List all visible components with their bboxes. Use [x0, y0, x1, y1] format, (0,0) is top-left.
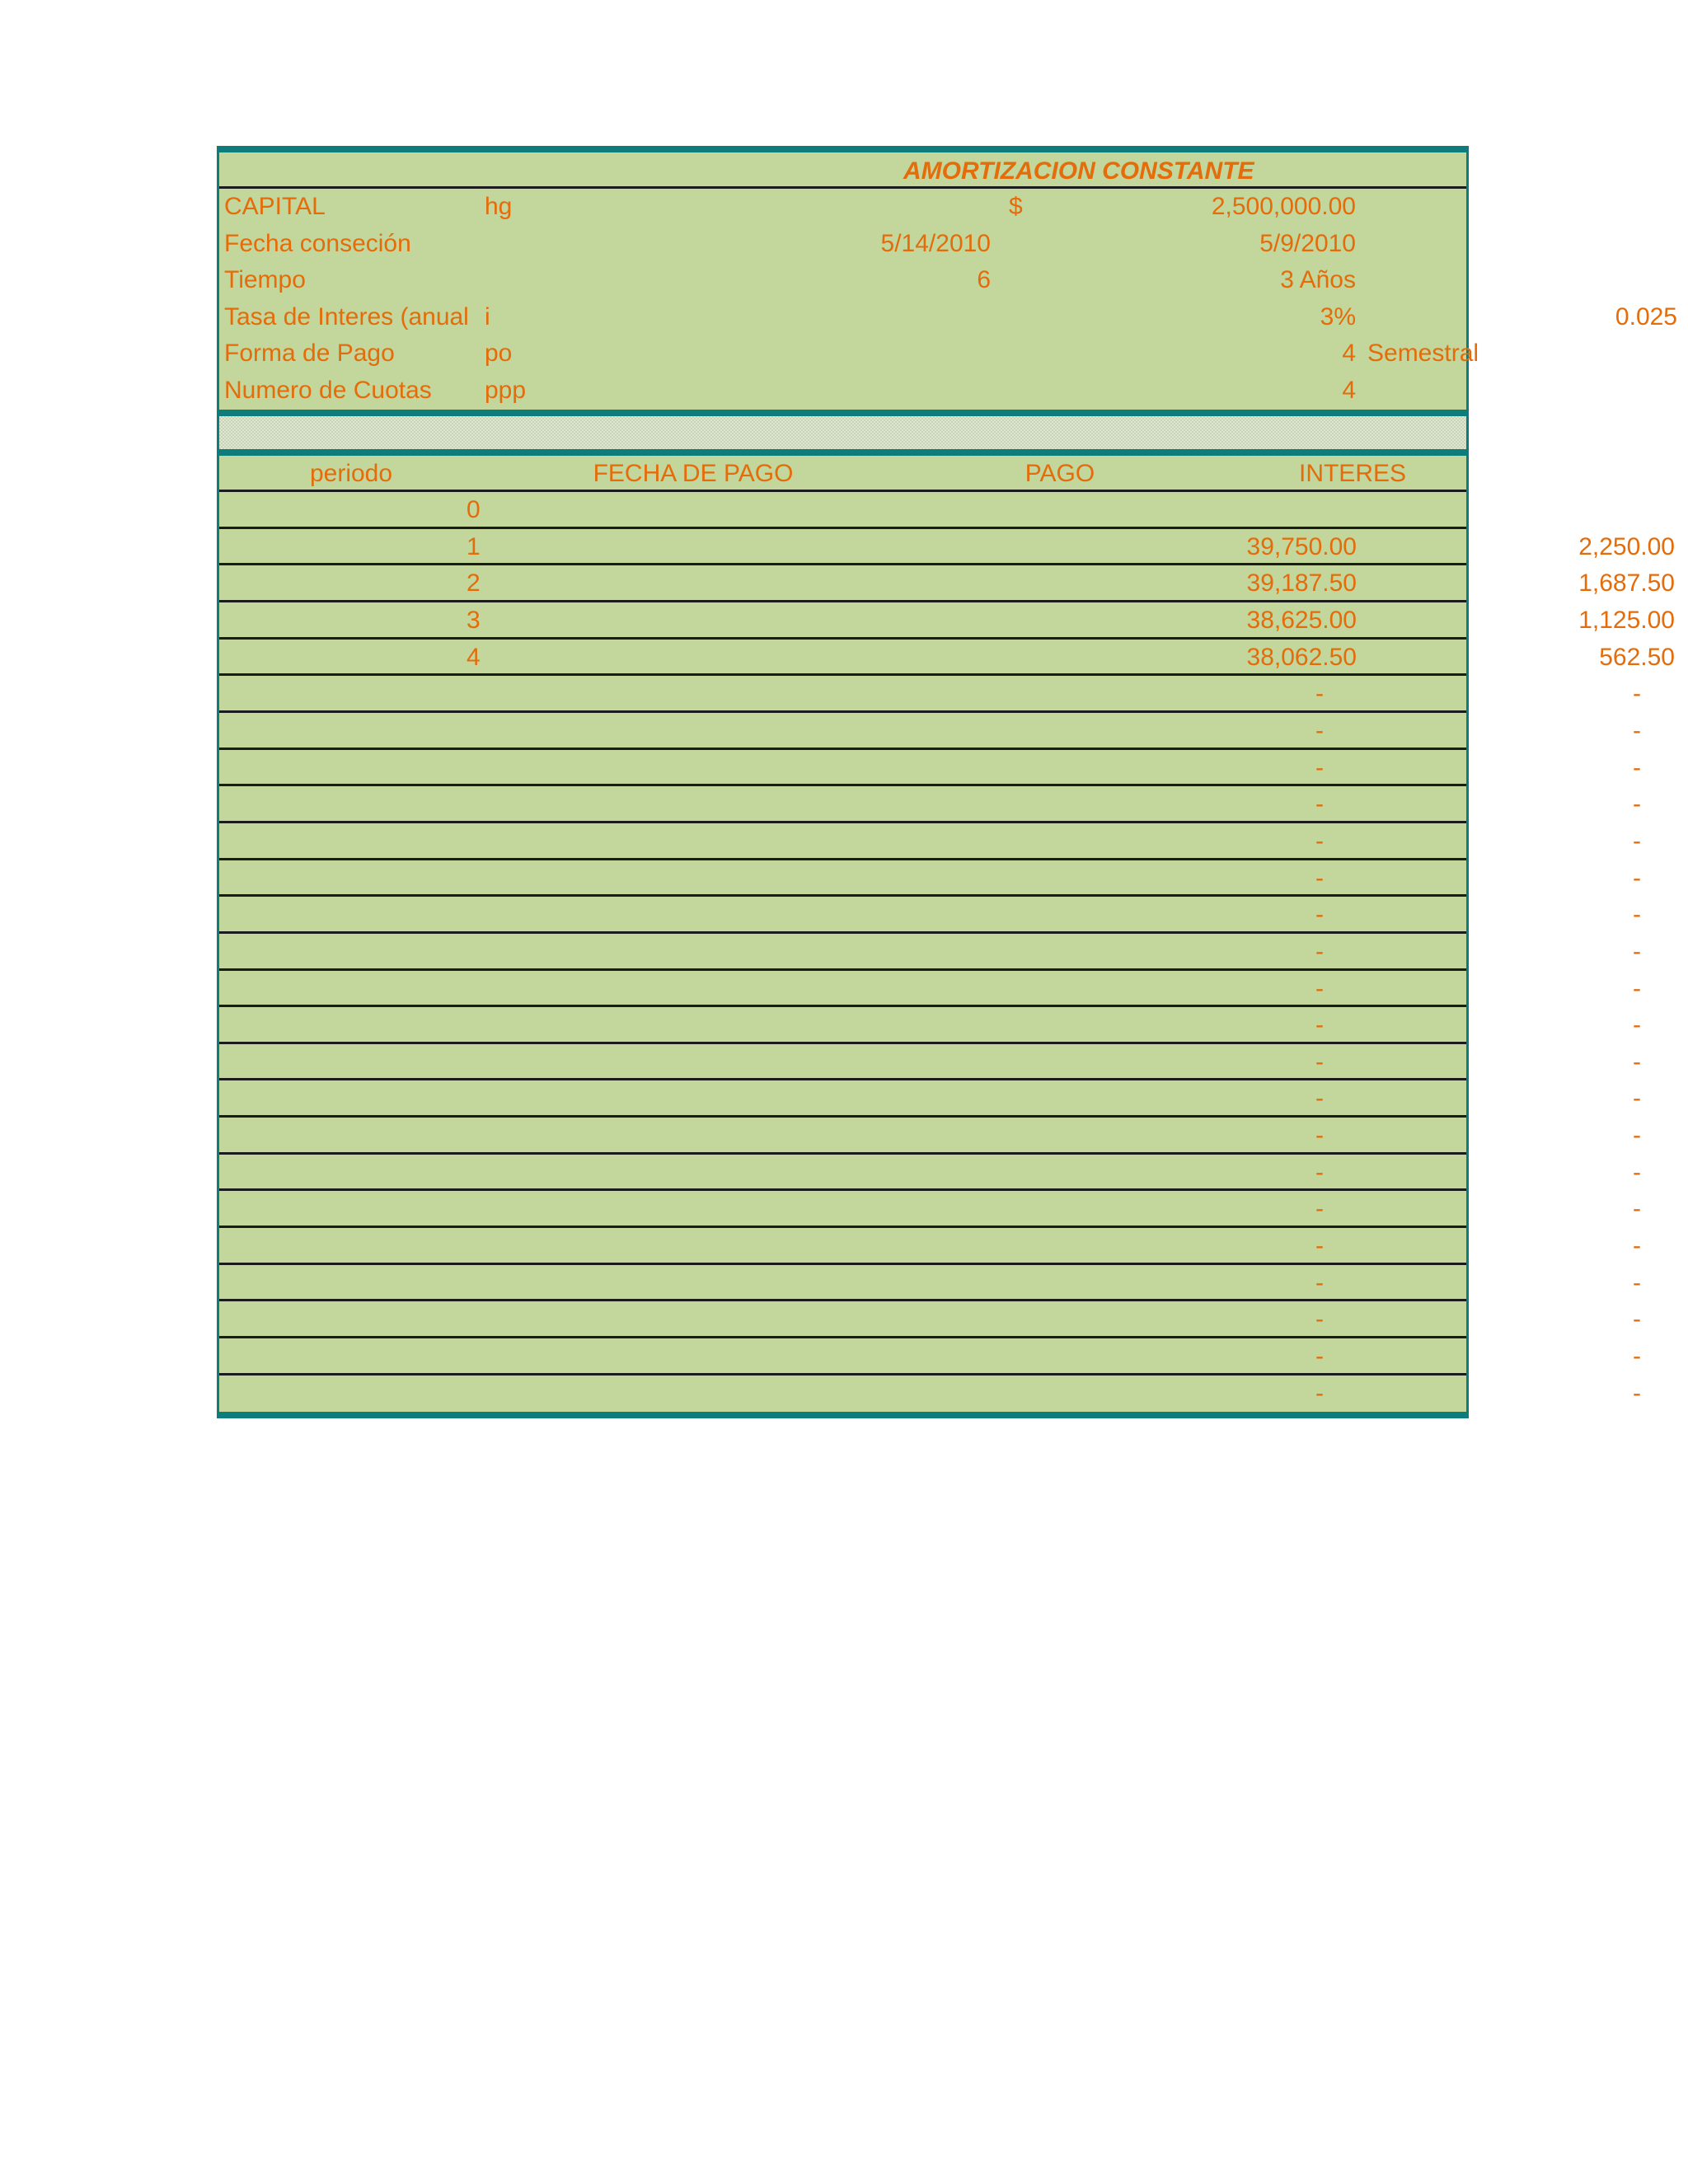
cell-interes: - [1633, 1195, 1641, 1223]
parameter-unit: Semestral [1367, 340, 1479, 368]
cell-pago: - [1315, 1232, 1324, 1260]
cell-pago: - [1315, 937, 1324, 965]
cell-interes: - [1633, 1268, 1641, 1296]
parameter-val: 2,500,000.00 [1211, 193, 1356, 220]
cell-interes: - [1633, 753, 1641, 781]
parameter-label: Fecha conseción [224, 229, 411, 257]
table-body [219, 492, 1675, 1412]
cell-interes: 562.50 [1599, 643, 1675, 671]
cell-interes: - [1633, 1379, 1641, 1407]
parameter-label: Tiempo [224, 266, 306, 294]
cell-pago: - [1315, 1268, 1324, 1296]
parameter-val: 3% [1320, 302, 1356, 330]
cell-pago: - [1315, 680, 1324, 708]
parameter-row [219, 299, 1677, 336]
cell-pago: - [1315, 974, 1324, 1002]
parameter-row [219, 189, 1466, 226]
table-row [219, 1301, 1641, 1338]
cell-pago: - [1315, 827, 1324, 855]
parameter-row [219, 335, 1479, 373]
cell-pago: 39,187.50 [1246, 569, 1357, 598]
parameter-label: Forma de Pago [224, 340, 395, 368]
cell-pago: - [1315, 901, 1324, 929]
table-row [219, 786, 1641, 823]
table-row [219, 1376, 1641, 1413]
cell-interes: 1,125.00 [1578, 607, 1675, 635]
table-row [219, 1007, 1641, 1044]
parameter-val: 4 [1342, 340, 1356, 368]
cell-periodo: 0 [467, 496, 481, 524]
table-row [219, 1080, 1641, 1118]
cell-interes: - [1633, 827, 1641, 855]
table-row [219, 1044, 1641, 1081]
cell-pago: 38,625.00 [1246, 607, 1357, 635]
cell-interes: - [1633, 1158, 1641, 1186]
cell-interes: - [1633, 974, 1641, 1002]
parameter-val: 3 Años [1280, 266, 1356, 294]
parameter-val: 4 [1342, 376, 1356, 404]
cell-pago: - [1315, 790, 1324, 818]
cell-interes: - [1633, 901, 1641, 929]
parameter-sym: i [485, 302, 490, 330]
amortization-table [217, 449, 1675, 1419]
cell-periodo: 3 [467, 607, 481, 635]
cell-pago: 39,750.00 [1246, 532, 1357, 560]
parameter-row [219, 373, 1466, 410]
header-interes: INTERES [1298, 459, 1407, 487]
cell-interes: - [1633, 937, 1641, 965]
sheet-title: AMORTIZACION CONSTANTE [903, 157, 1254, 185]
table-row [219, 1265, 1641, 1302]
table-row [219, 640, 1675, 677]
header-periodo: periodo [309, 459, 393, 487]
cell-pago: - [1315, 753, 1324, 781]
table-row [219, 823, 1641, 860]
cell-periodo: 1 [467, 532, 481, 560]
table-row [219, 1118, 1641, 1155]
cell-interes: - [1633, 680, 1641, 708]
parameter-sym: ppp [485, 376, 527, 404]
parameter-sym: po [485, 340, 513, 368]
table-row [219, 971, 1641, 1008]
table-row [219, 897, 1641, 934]
table-row [219, 860, 1641, 898]
cell-interes: - [1633, 1047, 1641, 1076]
cell-interes: - [1633, 1232, 1641, 1260]
cell-interes: - [1633, 790, 1641, 818]
table-row [219, 750, 1641, 787]
table-row [219, 713, 1641, 750]
parameter-mid: 6 [977, 266, 991, 294]
cell-pago: 38,062.50 [1246, 643, 1357, 671]
cell-pago: - [1315, 1195, 1324, 1223]
title-row [219, 152, 1466, 189]
parameter-cur: $ [1009, 193, 1023, 220]
cell-pago: - [1315, 1085, 1324, 1113]
cell-interes: - [1633, 717, 1641, 745]
parameter-row [219, 262, 1466, 299]
parameter-label: Tasa de Interes (anual [224, 302, 469, 330]
spreadsheet [217, 146, 1677, 1418]
table-row [219, 934, 1641, 971]
parameter-row [219, 226, 1466, 263]
table-row [219, 1338, 1641, 1376]
cell-interes: - [1633, 1342, 1641, 1370]
header-pago: PAGO [1025, 459, 1095, 487]
cell-pago: - [1315, 1158, 1324, 1186]
parameter-val: 5/9/2010 [1259, 229, 1356, 257]
cell-periodo: 2 [467, 569, 481, 598]
table-row [219, 1228, 1641, 1265]
table-row [219, 1155, 1641, 1192]
cell-pago: - [1315, 1305, 1324, 1333]
cell-pago: - [1315, 1122, 1324, 1150]
cell-interes: - [1633, 1011, 1641, 1039]
cell-interes: 2,250.00 [1578, 532, 1675, 560]
cell-pago: - [1315, 1342, 1324, 1370]
table-row [219, 1191, 1641, 1228]
cell-interes: - [1633, 864, 1641, 892]
cell-pago: - [1315, 1047, 1324, 1076]
header-fecha-de-pago: FECHA DE PAGO [593, 459, 794, 487]
cell-interes: - [1633, 1305, 1641, 1333]
parameter-mid: 5/14/2010 [880, 229, 991, 257]
cell-pago: - [1315, 1011, 1324, 1039]
cell-periodo: 4 [467, 643, 481, 671]
table-row [219, 676, 1641, 713]
parameters-list [219, 189, 1677, 410]
cell-pago: - [1315, 717, 1324, 745]
parameter-sym: hg [485, 193, 513, 220]
cell-pago: - [1315, 1379, 1324, 1407]
parameters-block [217, 146, 1677, 416]
pattern-separator [217, 416, 1469, 449]
cell-interes: - [1633, 1122, 1641, 1150]
parameter-label: CAPITAL [224, 193, 326, 220]
cell-pago: - [1315, 864, 1324, 892]
table-row [219, 565, 1675, 602]
cell-interes: 1,687.50 [1578, 569, 1675, 598]
table-row [219, 492, 1466, 529]
table-header-row [219, 456, 1466, 493]
cell-interes: - [1633, 1085, 1641, 1113]
parameter-label: Numero de Cuotas [224, 376, 432, 404]
table-row [219, 602, 1675, 640]
table-row [219, 529, 1675, 566]
parameter-extra: 0.025 [1615, 302, 1677, 330]
